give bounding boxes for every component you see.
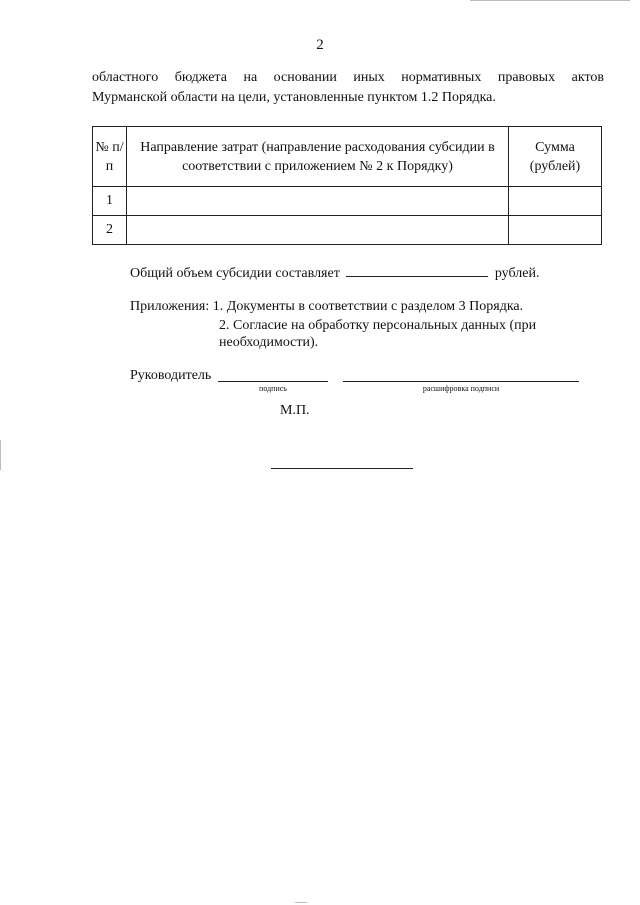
intro-line-2: Мурманской области на цели, установленные пунктом 1.2 Порядка.	[92, 90, 496, 105]
appendix-line-1	[130, 297, 523, 316]
row-num: 1	[93, 187, 127, 216]
header-sum: Сумма (рублей)	[509, 127, 602, 187]
intro-line-1: областного бюджета на основании иных нормативных правовых актов	[92, 70, 604, 85]
scan-edge-mark	[470, 0, 630, 1]
intro-paragraph	[92, 68, 604, 108]
header-num: № п/п	[93, 127, 127, 187]
appendix-item-1: 1. Документы в соответствии с разделом 3 Порядка.	[212, 299, 524, 314]
row-sum	[509, 216, 602, 245]
row-num: 2	[93, 216, 127, 245]
total-amount-blank	[346, 262, 488, 277]
appendix-item-2-line-2: необходимости).	[219, 335, 319, 350]
header-direction: Направление затрат (направление расходования субсидии в соответствии с приложением № 2 к Порядку)	[127, 127, 509, 187]
signature-caption: подпись	[259, 384, 287, 393]
total-suffix: рублей.	[494, 266, 540, 281]
total-prefix: Общий объем субсидии составляет	[130, 266, 340, 281]
scan-edge-mark	[0, 440, 1, 470]
stamp-placeholder: М.П.	[280, 403, 310, 418]
signature-label: Руководитель	[130, 368, 212, 383]
total-subsidy-line	[130, 262, 539, 283]
signature-blank	[218, 381, 328, 382]
table-row	[93, 187, 602, 216]
expense-table	[92, 126, 602, 245]
row-direction	[127, 216, 509, 245]
end-divider	[271, 468, 413, 469]
appendix-item-2-line-1: 2. Согласие на обработку персональных данных (при	[219, 318, 537, 333]
row-direction	[127, 187, 509, 216]
appendix-label: Приложения:	[130, 299, 210, 314]
page-number: 2	[316, 37, 324, 53]
table-header-row	[93, 127, 602, 187]
decode-blank	[343, 381, 579, 382]
row-sum	[509, 187, 602, 216]
scan-edge-mark	[295, 902, 307, 903]
table-row	[93, 216, 602, 245]
decode-caption: расшифровка подписи	[422, 384, 500, 393]
